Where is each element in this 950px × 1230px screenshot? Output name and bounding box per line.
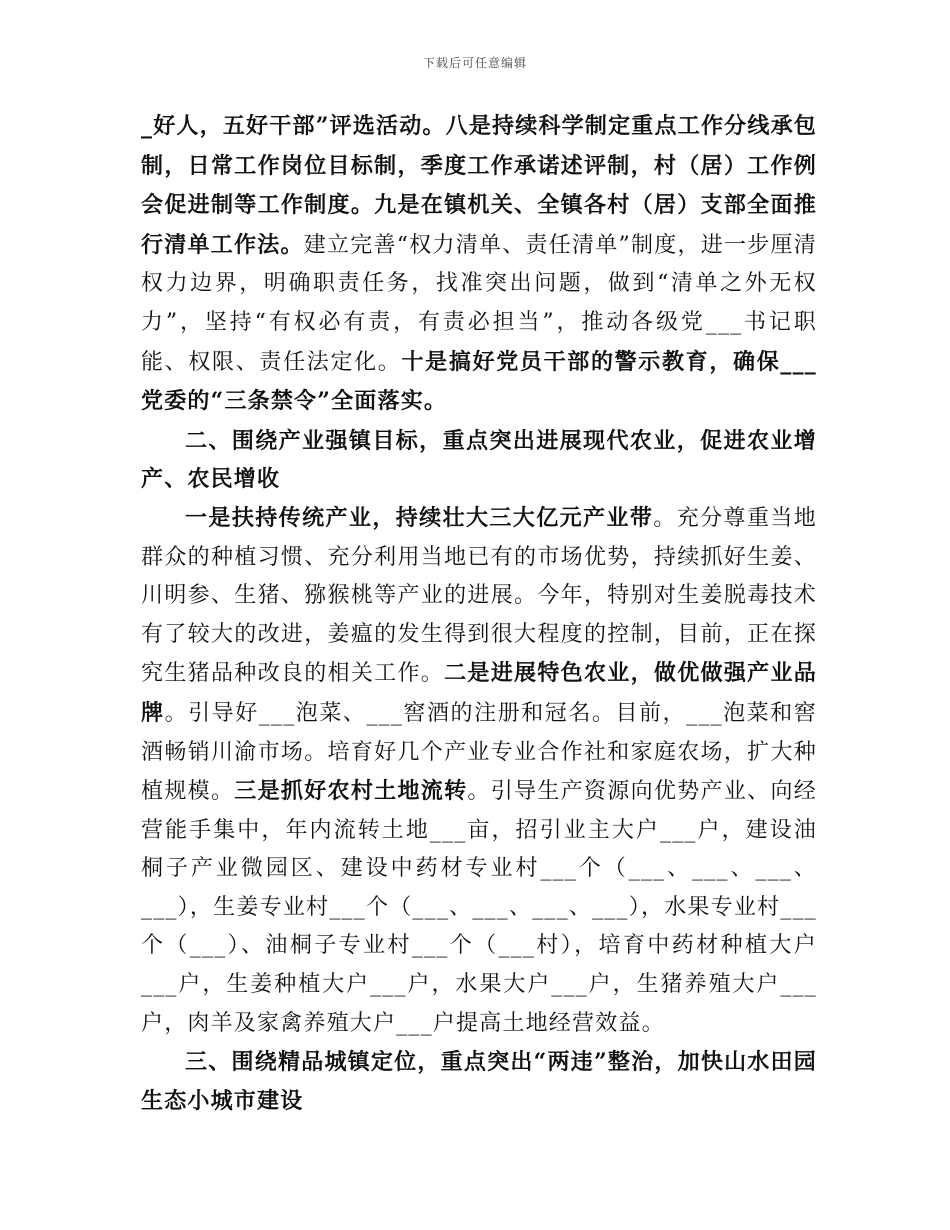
bold-text: 一是扶持传统产业，持续壮大三大亿元产业带 — [185, 504, 654, 531]
bold-text: _好人，五好干部”评选活动。八是持续科学制定重点工作分线承包制，日常工作岗位目标制，季度工作承诺述评制，村（居）工作例会促进制等工作制度。九是在镇机关、全镇各村（居）支部全面推行清单工作法。 — [141, 113, 817, 258]
body-text: 。引导生产资源向优势产业、向经营能手集中，年内流转土地___亩，招引业主大户___户，建设油桐子产业微园区、建设中药材专业村___个（___、___、___、___），生姜专业村___个（___、___、___、___），水果专业村___个（___）、油桐子专业村___个（___村），培育中药材种植大户___户，生姜种植大户___户，水果大户___户，生猪养殖大户___户，肉羊及家禽养殖大户___户提高土地经营效益。 — [141, 779, 817, 1036]
paragraph-2 — [141, 499, 817, 1043]
section-heading-3: 三、围绕精品城镇定位，重点突出“两违”整治，加快山水田园生态小城市建设 — [141, 1049, 817, 1114]
body-text: 。充分尊重当地群众的种植习惯、充分利用当地已有的市场优势，持续抓好生姜、川明参、生猪、猕猴桃等产业的进展。今年，特别对生姜脱毒技术有了较大的改进，姜瘟的发生得到很大程度的控制，目前，正在探究生猪品种改良的相关工作。 — [141, 505, 817, 687]
page-header: 下载后可任意编辑 — [422, 56, 527, 70]
bold-text: 二是进展特色农业，做优做强产业品牌 — [141, 660, 818, 726]
body-text: 建立完善“权力清单、责任清单”制度，进一步厘清权力边界，明确职责任务，找准突出问题，做到“清单之外无权力”，坚持“有权必有责，有责必担当”，推动各级党___书记职能、权限、责任法定化。 — [141, 232, 817, 375]
body-text: 。引导好___泡菜、___窖酒的注册和冠名。目前，___泡菜和窖酒畅销川渝市场。培育好几个产业专业合作社和家庭农场，扩大种植规模。 — [141, 700, 817, 805]
paragraph-1 — [141, 107, 817, 422]
bold-text: 三是抓好农村土地流转 — [234, 778, 468, 805]
bold-text: 十是搞好党员干部的警示教育，确保___党委的“三条禁令”全面落实。 — [141, 348, 817, 415]
section-heading-2: 二、围绕产业强镇目标，重点突出进展现代农业，促进农业增产、农民增收 — [141, 427, 817, 493]
document-body — [141, 107, 817, 1120]
